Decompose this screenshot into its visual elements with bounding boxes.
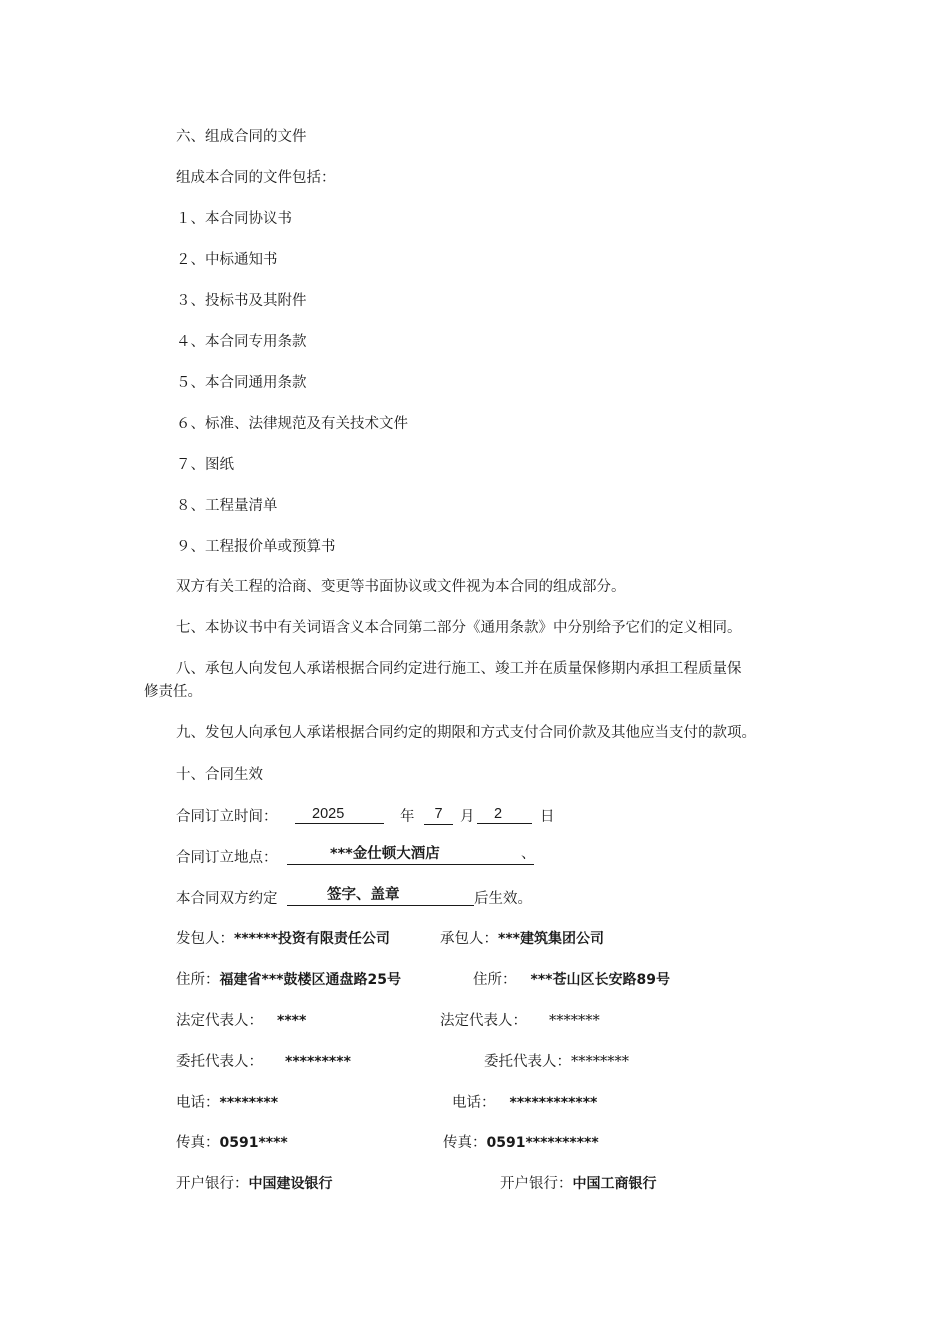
contractor-bank-label: 开户银行： <box>500 1176 573 1192</box>
contractor-agent: ******** <box>571 1054 629 1070</box>
contractor-phone-row <box>452 1092 597 1114</box>
employer-phone: ******** <box>219 1095 279 1111</box>
employer-bank-label: 开户银行： <box>176 1176 249 1192</box>
year-unit: 年 <box>400 809 415 825</box>
employer-address-row <box>176 969 401 991</box>
contractor-agent-row <box>484 1051 629 1073</box>
contractor-address: ***苍山区长安路89号 <box>530 972 670 988</box>
signing-place <box>287 844 534 865</box>
employer-agent: ********* <box>285 1054 351 1070</box>
contractor-phone: ************ <box>509 1095 598 1111</box>
employer-row <box>176 928 390 950</box>
contractor-agent-label: 委托代表人： <box>484 1054 571 1070</box>
contractor-address-row <box>473 969 670 991</box>
contractor-fax: 0591********** <box>486 1135 599 1151</box>
contractor-legal-row <box>440 1010 600 1032</box>
employer-address: 福建省***鼓楼区通盘路25号 <box>219 972 401 988</box>
section-7: 七、本协议书中有关词语含义本合同第二部分《通用条款》中分别给予它们的定义相同。 <box>176 620 742 636</box>
employer-name: ******投资有限责任公司 <box>234 931 390 947</box>
employer-address-label: 住所： <box>176 972 220 988</box>
section-6-title: 六、组成合同的文件 <box>176 129 307 145</box>
employer-fax-row <box>176 1132 288 1154</box>
contractor-fax-row <box>443 1132 599 1154</box>
section-8-line-1: 八、承包人向发包人承诺根据合同约定进行施工、竣工并在质量保修期内承担工程质量保 <box>176 661 742 677</box>
employer-agent-row <box>176 1051 351 1073</box>
employer-phone-label: 电话： <box>176 1095 220 1111</box>
document-list-item: ９、工程报价单或预算书 <box>176 539 336 555</box>
effect-value: 签字、盖章 <box>287 885 474 906</box>
section-6-note: 双方有关工程的洽商、变更等书面协议或文件视为本合同的组成部分。 <box>176 579 626 595</box>
signing-place-suffix: 、 <box>521 846 536 862</box>
employer-legal-row <box>176 1010 306 1032</box>
document-list-item: ５、本合同通用条款 <box>176 375 307 391</box>
employer-bank-row <box>176 1173 333 1195</box>
document-list-item: １、本合同协议书 <box>176 211 292 227</box>
signing-day: 2 <box>477 804 532 824</box>
signing-place-label: 合同订立地点： <box>176 850 278 866</box>
contractor-legal-label: 法定代表人： <box>440 1013 527 1029</box>
effect-suffix: 后生效。 <box>474 891 532 907</box>
contractor-address-label: 住所： <box>473 972 517 988</box>
employer-legal-label: 法定代表人： <box>176 1013 263 1029</box>
contractor-name: ***建筑集团公司 <box>498 931 604 947</box>
section-10-title: 十、合同生效 <box>176 767 263 783</box>
employer-fax-label: 传真： <box>176 1135 220 1151</box>
document-list-item: ６、标准、法律规范及有关技术文件 <box>176 416 408 432</box>
contractor-bank-row <box>500 1173 657 1195</box>
document-list-item: ４、本合同专用条款 <box>176 334 307 350</box>
document-list-item: ２、中标通知书 <box>176 252 278 268</box>
contractor-label: 承包人： <box>440 931 498 947</box>
document-list-item: ３、投标书及其附件 <box>176 293 307 309</box>
effect-prefix: 本合同双方约定 <box>176 891 278 907</box>
contractor-legal: ******* <box>549 1013 600 1029</box>
document-list-item: ８、工程量清单 <box>176 498 278 514</box>
signing-time-label: 合同订立时间： <box>176 809 278 825</box>
signing-month: 7 <box>424 804 453 825</box>
employer-agent-label: 委托代表人： <box>176 1054 263 1070</box>
month-unit: 月 <box>460 809 475 825</box>
document-list-item: ７、图纸 <box>176 457 234 473</box>
employer-legal: **** <box>277 1013 307 1029</box>
signing-year: 2025 <box>295 804 384 824</box>
section-6-intro: 组成本合同的文件包括： <box>176 170 336 186</box>
employer-fax: 0591**** <box>219 1135 288 1151</box>
employer-bank: 中国建设银行 <box>248 1176 333 1192</box>
employer-phone-row <box>176 1092 278 1114</box>
employer-label: 发包人： <box>176 931 234 947</box>
contractor-row <box>440 928 604 950</box>
day-unit: 日 <box>540 809 555 825</box>
section-8-line-2: 修责任。 <box>144 684 202 700</box>
contractor-bank: 中国工商银行 <box>572 1176 657 1192</box>
signing-place-value: ***金仕顿大酒店 <box>330 846 440 862</box>
contractor-fax-label: 传真： <box>443 1135 487 1151</box>
section-9: 九、发包人向承包人承诺根据合同约定的期限和方式支付合同价款及其他应当支付的款项。 <box>176 725 756 741</box>
contractor-phone-label: 电话： <box>452 1095 496 1111</box>
